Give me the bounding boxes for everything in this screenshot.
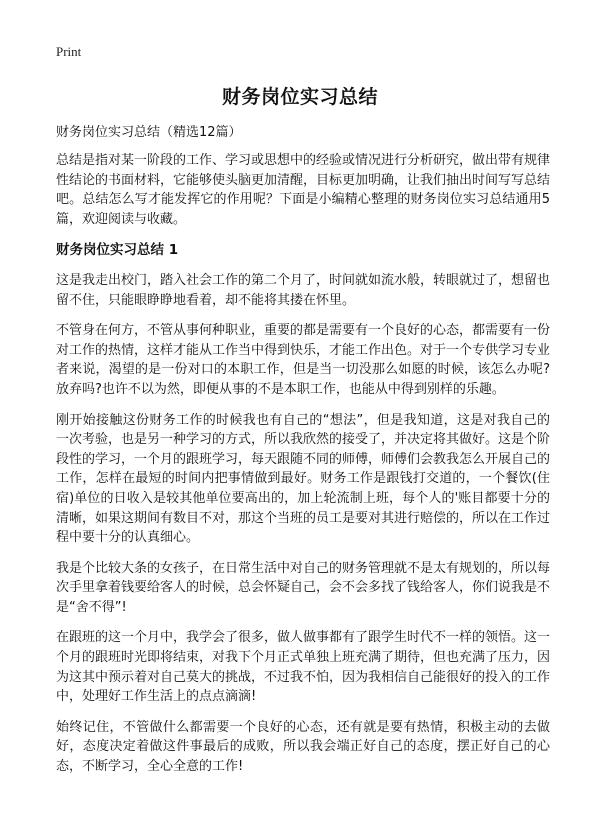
body-paragraph: 不管身在何方，不管从事何种职业，重要的都是需要有一个良好的心态，都需要有一份对工作的热情，这样才能从工作当中得到快乐，才能工作出色。对于一个专供学习专业者来说，渴望的是一份对口的本职工作，但是当一切没那么如愿的时候，该怎么办呢?放弃吗?也许不以为然，即便从事的不是本职工作，也能从中得到别样的乐趣。 — [56, 323, 551, 397]
body-paragraph: 我是个比较大条的女孩子，在日常生活中对自己的财务管理就不是太有规划的，所以每次手里拿着钱要给客人的时候，总会怀疑自己，会不会多找了钱给客人，你们说我是不是“舍不得”! — [56, 560, 551, 615]
section-heading: 财务岗位实习总结 1 — [56, 242, 179, 259]
body-paragraph: 这是我走出校门，踏入社会工作的第二个月了，时间就如流水般，转眼就过了，想留也留不住，只能眼睁睁地看着，却不能将其搂在怀里。 — [56, 272, 551, 308]
body-paragraph: 刚开始接触这份财务工作的时候我也有自己的“想法”，但是我知道，这是对我自己的一次考验，也是另一种学习的方式，所以我欣然的接受了，并决定将其做好。这是个阶段性的学习，一个月的跟班学习，每天跟随不同的师傅，师傅们会教我怎么开展自己的工作，怎样在最短的时间内把事情做到最好。财务工作是跟钱打交道的，一个餐饮(住宿)单位的日收入是较其他单位要高出的，加上轮流制上班，每个人的'账目都要十分的清晰，如果这期间有数目不对，那这个当班的员工是要对其进行赔偿的，所以在工作过程中要十分的认真细心。 — [56, 412, 551, 546]
print-link[interactable]: Print — [56, 44, 82, 59]
document-subtitle: 财务岗位实习总结（精选12篇） — [56, 125, 242, 140]
intro-paragraph: 总结是指对某一阶段的工作、学习或思想中的经验或情况进行分析研究，做出带有规律性结论的书面材料，它能够使头脑更加清醒，目标更加明确，让我们抽出时间写写总结吧。总结怎么写才能发挥它的作用呢？下面是小编精心整理的财务岗位实习总结通用5篇，欢迎阅读与收藏。 — [56, 153, 551, 227]
body-paragraph: 始终记住，不管做什么都需要一个良好的心态，还有就是要有热情，积极主动的去做好，态度决定着做这件事最后的成败，所以我会端正好自己的态度，摆正好自己的心态，不断学习，全心全意的工作! — [56, 719, 550, 775]
body-paragraph: 在跟班的这一个月中，我学会了很多，做人做事都有了跟学生时代不一样的领悟。这一个月的跟班时光即将结束，对我下个月正式单独上班充满了期待，但也充满了压力，因为这其中预示着对自己莫大的挑战，不过我不怕，因为我相信自己能很好的投入的工作中，处理好工作生活上的点点滴滴! — [56, 630, 551, 705]
document-body — [56, 151, 550, 788]
document-title: 财务岗位实习总结 — [221, 86, 378, 108]
